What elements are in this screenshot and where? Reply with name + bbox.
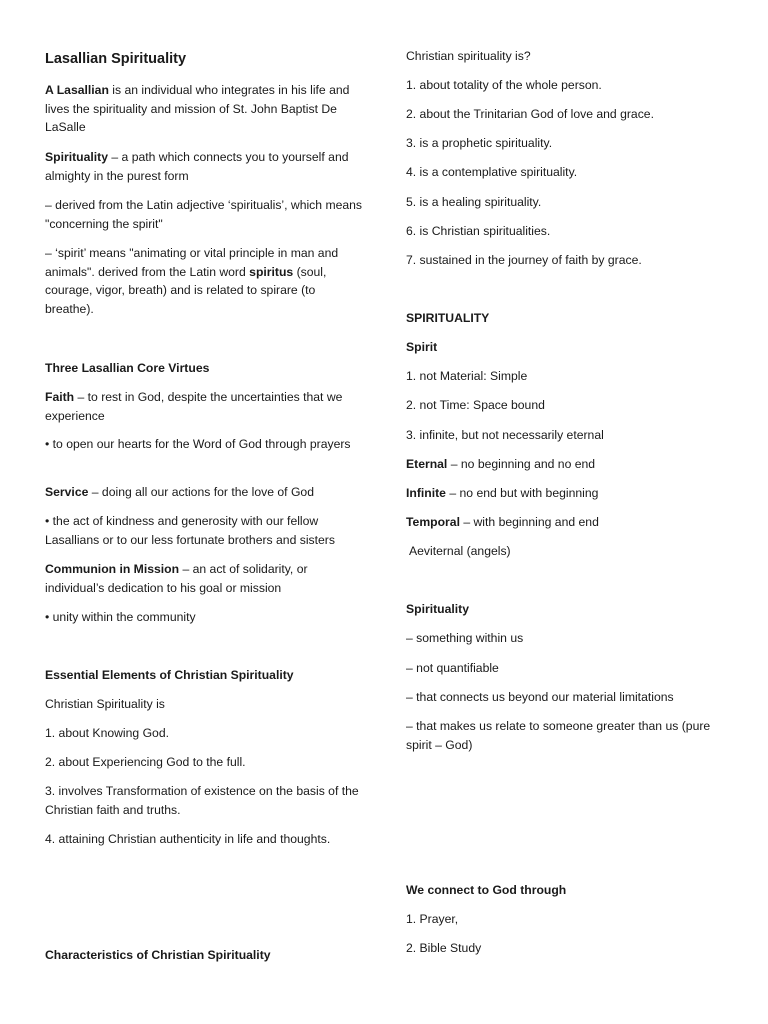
essential-intro: Christian Spirituality is <box>45 697 165 711</box>
term-temporal: Temporal <box>406 515 460 529</box>
essential-heading: Essential Elements of Christian Spirituality <box>45 668 294 682</box>
spirituality-definition-text: – a path which connects you to yourself and almighty in the purest form <box>45 150 349 183</box>
spirit-meaning <box>45 244 365 318</box>
service-bullet: • the act of kindness and generosity with our fellow Lasallians or to our less fortunate brothers and sisters <box>45 514 335 547</box>
communion-bullet: • unity within the community <box>45 610 196 624</box>
list-item: – that connects us beyond our material limitations <box>406 690 674 704</box>
list-item: 3. is a prophetic spirituality. <box>406 136 553 150</box>
connect-heading: We connect to God through <box>406 883 567 897</box>
spirituality-definition <box>45 148 365 185</box>
term-infinite: Infinite <box>406 486 446 500</box>
spirituality-caps-heading: SPIRITUALITY <box>406 311 490 325</box>
christian-question: Christian spirituality is? <box>406 49 531 63</box>
aeviternal-note: Aeviternal (angels) <box>409 544 511 558</box>
term-spirituality: Spirituality <box>45 150 108 164</box>
list-item: 1. Prayer, <box>406 912 459 926</box>
list-item: – something within us <box>406 631 524 645</box>
faith-text: – to rest in God, despite the uncertainties that we experience <box>45 390 343 423</box>
list-item: 1. not Material: Simple <box>406 369 528 383</box>
derived-note: – derived from the Latin adjective ‘spiritualis’, which means "concerning the spirit" <box>45 198 363 231</box>
spirit-meaning-post: (soul, courage, vigor, breath) and is related to spirare (to breathe). <box>45 264 327 316</box>
temporal-text: – with beginning and end <box>459 515 599 529</box>
characteristics-heading: Characteristics of Christian Spirituality <box>45 948 271 962</box>
eternal-text: – no beginning and no end <box>447 457 596 471</box>
service-text: – doing all our actions for the love of God <box>88 485 314 499</box>
list-item: 3. infinite, but not necessarily eternal <box>406 428 604 442</box>
virtue-service <box>45 483 365 502</box>
term-infinite-row <box>406 484 726 503</box>
list-item: 1. about Knowing God. <box>45 726 169 740</box>
term-eternal-row <box>406 455 726 474</box>
list-item: 3. involves Transformation of existence on the basis of the Christian faith and truths. <box>45 784 359 817</box>
list-item: – not quantifiable <box>406 661 499 675</box>
list-item: 2. about Experiencing God to the full. <box>45 755 246 769</box>
document-title: Lasallian Spirituality <box>45 51 187 67</box>
list-item: 2. not Time: Space bound <box>406 398 545 412</box>
list-item: 6. is Christian spiritualities. <box>406 224 551 238</box>
virtue-faith <box>45 388 365 425</box>
list-item: 4. is a contemplative spirituality. <box>406 165 578 179</box>
spirituality-heading: Spirituality <box>406 602 469 616</box>
lasallian-definition <box>45 81 365 137</box>
list-item: – that makes us relate to someone greater than us (pure spirit – God) <box>406 719 711 752</box>
spirit-meaning-pre: – ‘spirit’ means "animating or vital principle in man and animals". derived from the Latin word <box>45 246 339 279</box>
list-item: 2. Bible Study <box>406 941 482 955</box>
lasallian-definition-text: is an individual who integrates in his life and lives the spirituality and mission of St. John Baptist De LaSalle <box>45 83 350 134</box>
faith-bullet: • to open our hearts for the Word of God through prayers <box>45 437 351 451</box>
virtue-communion <box>45 560 365 597</box>
list-item: 5. is a healing spirituality. <box>406 195 542 209</box>
list-item: 1. about totality of the whole person. <box>406 78 602 92</box>
term-faith: Faith <box>45 390 75 404</box>
list-item: 7. sustained in the journey of faith by grace. <box>406 253 642 267</box>
list-item: 4. attaining Christian authenticity in life and thoughts. <box>45 832 331 846</box>
term-temporal-row <box>406 513 726 532</box>
term-eternal: Eternal <box>406 457 448 471</box>
list-item: 2. about the Trinitarian God of love and grace. <box>406 107 654 121</box>
spirit-heading: Spirit <box>406 340 438 354</box>
virtues-heading: Three Lasallian Core Virtues <box>45 361 210 375</box>
term-service: Service <box>45 485 89 499</box>
communion-text: – an act of solidarity, or individual’s dedication to his goal or mission <box>45 562 308 595</box>
term-spiritus: spiritus <box>249 264 294 279</box>
term-communion: Communion in Mission <box>45 562 180 576</box>
term-lasallian: A Lasallian <box>45 83 109 97</box>
infinite-text: – no end but with beginning <box>445 486 599 500</box>
